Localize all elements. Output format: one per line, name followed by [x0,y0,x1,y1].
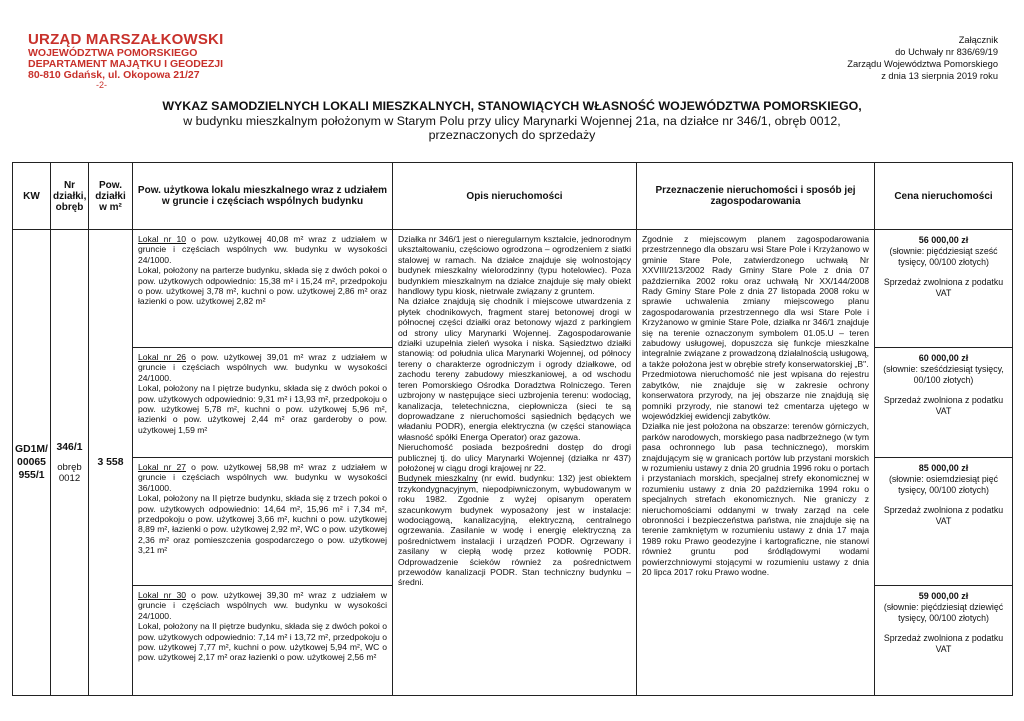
price-vat: Sprzedaż zwolniona z podatku VAT [883,277,1004,299]
header-kw: KW [13,163,51,230]
header-przeznaczenie: Przeznaczenie nieruchomości i sposób jej zagospodarowania [637,163,875,230]
kw-number: GD1M/ 00065 955/1 [13,230,51,696]
price-amount: 85 000,00 zł [918,463,969,473]
lokal-10 [133,230,393,348]
attachment-line-3: Zarządu Województwa Pomorskiego [847,59,998,69]
title-line-2: w budynku mieszkalnym położonym w Starym Polu przy ulicy Marynarki Wojennej 21a, na działce nr 346/1, obręb 0012, [183,113,841,128]
lokal-text: o pow. użytkowej 58,98 m² wraz z udziałem w gruncie i częściach wspólnych ww. budynku w wysokości 36/1000. [138,462,387,493]
przeznaczenie-p3: Działka nie jest położona na obszarze: terenów górniczych, parków narodowych, morskiego pasa nadbrzeżnego (w tym pasa ochronnego lub pasa technicznego), morskim znajdującym się w granicach portów lub przystani morskich w rozumieniu ustawy z dnia 20 grudnia 1996 roku o portach i przystaniach morskich, specjalnej strefy ekonomicznej w rozumieniu ustawy z dnia 20 października 1994 roku o specjalnych strefach ekonomicznych. Nie graniczy z nieruchomościami oddanymi w trwały zarząd na cele obronności i bezpieczeństwa państwa, nie znajduje się na terenie zamkniętym w rozumieniu ustawy z dnia 17 maja 1989 roku Prawo geodezyjne i kartograficzne, nie stanowi również gruntu pod śródlądowymi wodami powierzchniowymi stojącymi w rozumieniu ustawy z dnia 20 lipca 2017 roku Prawo wodne. [642,421,869,577]
attachment-line-2: do Uchwały nr 836/69/19 [895,47,998,57]
title-line-1: WYKAZ SAMODZIELNYCH LOKALI MIESZKALNYCH, STANOWIĄCYCH WŁASNOŚĆ WOJEWÓDZTWA POMORSKIEGO, [162,99,862,113]
lokal-27 [133,458,393,586]
lokal-text: o pow. użytkowej 39,30 m² wraz z udziałem w gruncie i częściach wspólnych ww. budynku w wysokości 24/1000. [138,590,387,621]
parcel-area: 3 558 [89,230,133,696]
lokal-30 [133,586,393,696]
stamp-line-4: 80-810 Gdańsk, ul. Okopowa 21/27 [28,68,200,81]
przeznaczenie-p1: Zgodnie z miejscowym planem zagospodarowania przestrzennego dla obszaru wsi Stare Pole i Krzyżanowo w gminie Stare Pole, zatwierdzonego uchwałą Nr XXVIII/213/2002 Rady Gminy Stare Pole z dnia 07 października 2002 roku oraz uchwałą Nr XX/144/2008 Rady Gminy Stare Pole z dnia 27 listopada 2008 roku w sprawie uchwalenia zmiany miejscowego planu zagospodarowania przestrzennego dla wsi Stare Pole i Krzyżanowo w gminie Stare Pole, działka nr 346/1 znajduje się na terenie oznaczonym symbolem 01.05.U – teren zabudowy usługowej, dopuszcza się funkcje mieszkalne integralnie związane z prowadzoną działalnością usługową, a także położona jest w obrębie strefy konserwatorskiej „B". [642,234,869,369]
lokal-detail: Lokal, położony na II piętrze budynku, składa się z trzech pokoi o pow. użytkowych odpowiednio: 14,64 m², 15,96 m² i 7,34 m², przedpokoju o pow. użytkowej 3,66 m², kuchni o pow. użytkowej 8,89 m², łazienki o pow. użytkowej 2,92 m², WC o pow. użytkowej 2,36 m² oraz pomieszczenia gospodarczego o pow. użytkowej 3,21 m² [138,493,387,556]
table-header-row [13,163,1013,230]
lokal-detail: Lokal, położony na I piętrze budynku, składa się z dwóch pokoi o pow. użytkowych odpowiednio: 9,31 m² i 13,93 m², przedpokoju o pow. użytkowej 5,78 m², kuchni o pow. użytkowej 5,96 m², łazienki o pow. użytkowej 2,44 m² oraz garderoby o pow. użytkowej 1,59 m² [138,383,387,435]
document-title [0,99,1024,143]
price-lokal-27 [875,458,1013,586]
opis-p4: (nr ewid. budynku: 132) jest obiektem trzykondygnacyjnym, niepodpiwniczonym, wybudowanym w roku 1982. Zgodnie z wyżej opisanym operatem szacunkowym budynek wyposażony jest w instalacje: wodociągową, kanalizacyjną, elektryczną, centralnego ogrzewania. Zasilanie w wodę i energię elektryczną za pośrednictwem instalacji i urządzeń PODR. Ogrzewany i zasilany w ciepłą wodę przez kotłownię PODR. Odprowadzenie ścieków również za pośrednictwem przewodów kanalizacji PODR. Stan techniczny budynku – średni. [398,473,631,588]
stamp-line-1: URZĄD MARSZAŁKOWSKI [28,31,224,48]
price-amount: 59 000,00 zł [918,591,969,601]
price-words: (słownie: pięćdziesiąt dziewięć tysięcy, 00/100 złotych) [883,601,1004,623]
property-description [393,230,637,696]
price-lokal-30 [875,586,1013,696]
property-table [12,162,1013,696]
opis-building-label: Budynek mieszkalny [398,473,478,484]
lokal-name: Lokal nr 27 [138,462,187,472]
price-amount: 56 000,00 zł [918,235,969,245]
price-vat: Sprzedaż zwolniona z podatku VAT [883,633,1004,655]
opis-p2: Na działce znajdują się chodnik i miejscowe utwardzenia z płytek chodnikowych, fragment starej betonowej drogi w północnej części działki oraz betonowy wjazd z parkingiem od strony ulicy Marynarki Wojennej. Zagospodarowanie działki uzupełnia zieleń wysoka i niska. Sąsiedztwo działki stanowią: od południa ulica Marynarki Wojennej, od północy tereny o charakterze ogrodniczym i ogrody działkowe, od zachodu tereny zabudowy mieszkaniowej, a od wschodu teren Pomorskiego Ośrodka Doradztwa Rolniczego. Teren uzbrojony w następujące sieci uzbrojenia terenu: wodociąg, kanalizacja, teletechniczna, ciepłownicza (sieci te są doprowadzane z nieruchomości sąsiednich będących we władaniu PODR), energia elektryczna (w części stanowiąca własność spółki Energa Operator) oraz gazowa. [398,296,631,442]
lokal-text: o pow. użytkowej 39,01 m² wraz z udziałem w gruncie i częściach wspólnych ww. budynku w wysokości 24/1000. [138,352,387,383]
lokal-detail: Lokal, położony na II piętrze budynku, składa się z dwóch pokoi o pow. użytkowych odpowiednio: 7,14 m² i 13,72 m², przedpokoju o pow. użytkowej 7,77 m², kuchni o pow. użytkowej 5,94 m², WC o pow. użytkowej 2,17 m² oraz łazienki o pow. użytkowej 2,56 m² [138,621,387,663]
attachment-line-1: Załącznik [958,35,998,45]
attachment-line-4: z dnia 13 sierpnia 2019 roku [881,71,998,81]
header-cena: Cena nieruchomości [875,163,1013,230]
header-pow: Pow. działki w m² [89,163,133,230]
price-vat: Sprzedaż zwolniona z podatku VAT [883,505,1004,527]
price-words: (słownie: sześćdziesiąt tysięcy, 00/100 złotych) [883,363,1004,385]
price-lokal-26 [875,348,1013,458]
price-amount: 60 000,00 zł [918,353,969,363]
parcel-number: 346/1 [56,442,83,453]
price-lokal-10 [875,230,1013,348]
title-line-3: przeznaczonych do sprzedaży [428,128,596,142]
price-words: (słownie: osiemdziesiąt pięć tysięcy, 00/100 złotych) [888,473,999,495]
lokal-text: o pow. użytkowej 40,08 m² wraz z udziałem w gruncie i częściach wspólnych ww. budynku w wysokości 24/1000. [138,234,387,265]
property-purpose [637,230,875,696]
lokal-name: Lokal nr 26 [138,352,187,362]
przeznaczenie-p2: Przedmiotowa nieruchomość nie jest wpisana do rejestru zabytków, nie znajduje się w zakresie ochrony konserwatora przyrody, na jej obszarze nie znajdują się pomniki przyrody, nie stanowi też cmentarza ujętego w wojewódzkiej ewidencji zabytków. [642,369,869,421]
table-row [13,230,1013,348]
lokal-detail: Lokal, położony na parterze budynku, składa się z dwóch pokoi o pow. użytkowych odpowiednio: 15,38 m² i 15,24 m², przedpokoju o pow. użytkowej 3,78 m², kuchni o pow. użytkowej 2,86 m² oraz łazienki o pow. użytkowej 2,82 m² [138,265,387,307]
parcel-cell [51,230,89,696]
attachment-note [847,34,998,82]
header-nr: Nr działki, obręb [51,163,89,230]
page-number: -2- [96,79,107,90]
lokal-name: Lokal nr 30 [138,590,187,600]
header-lokal: Pow. użytkowa lokalu mieszkalnego wraz z udziałem w gruncie i częściach wspólnych budynku [133,163,393,230]
price-words: (słownie: pięćdziesiąt sześć tysięcy, 00/100 złotych) [889,245,998,267]
opis-p1: Działka nr 346/1 jest o nieregularnym kształcie, jednorodnym ukształtowaniu, częściowo ogrodzona – ogrodzeniem z siatki stalowej w ramach. Na działce znajduje się wolnostojący budynek mieszkalny wielorodzinny (typu hotelowiec). Poza budynkiem mieszkalnym na działce znajduje się mały obiekt handlowy typu kiosk, nietrwale związany z gruntem. [398,234,631,297]
stamp-line-3: DEPARTAMENT MAJĄTKU I GEODEZJI [28,57,224,70]
header-opis: Opis nieruchomości [393,163,637,230]
stamp-line-2: WOJEWÓDZTWA POMORSKIEGO [28,46,198,59]
opis-p3: Nieruchomość posiada bezpośredni dostęp do drogi publicznej tj. do ulicy Marynarki Wojennej (działka nr 437) położonej w ciągu drogi krajowej nr 22. [398,442,631,473]
lokal-name: Lokal nr 10 [138,234,187,244]
price-vat: Sprzedaż zwolniona z podatku VAT [883,395,1004,417]
lokal-26 [133,348,393,458]
parcel-district: obręb 0012 [57,462,82,484]
office-stamp [28,32,223,90]
